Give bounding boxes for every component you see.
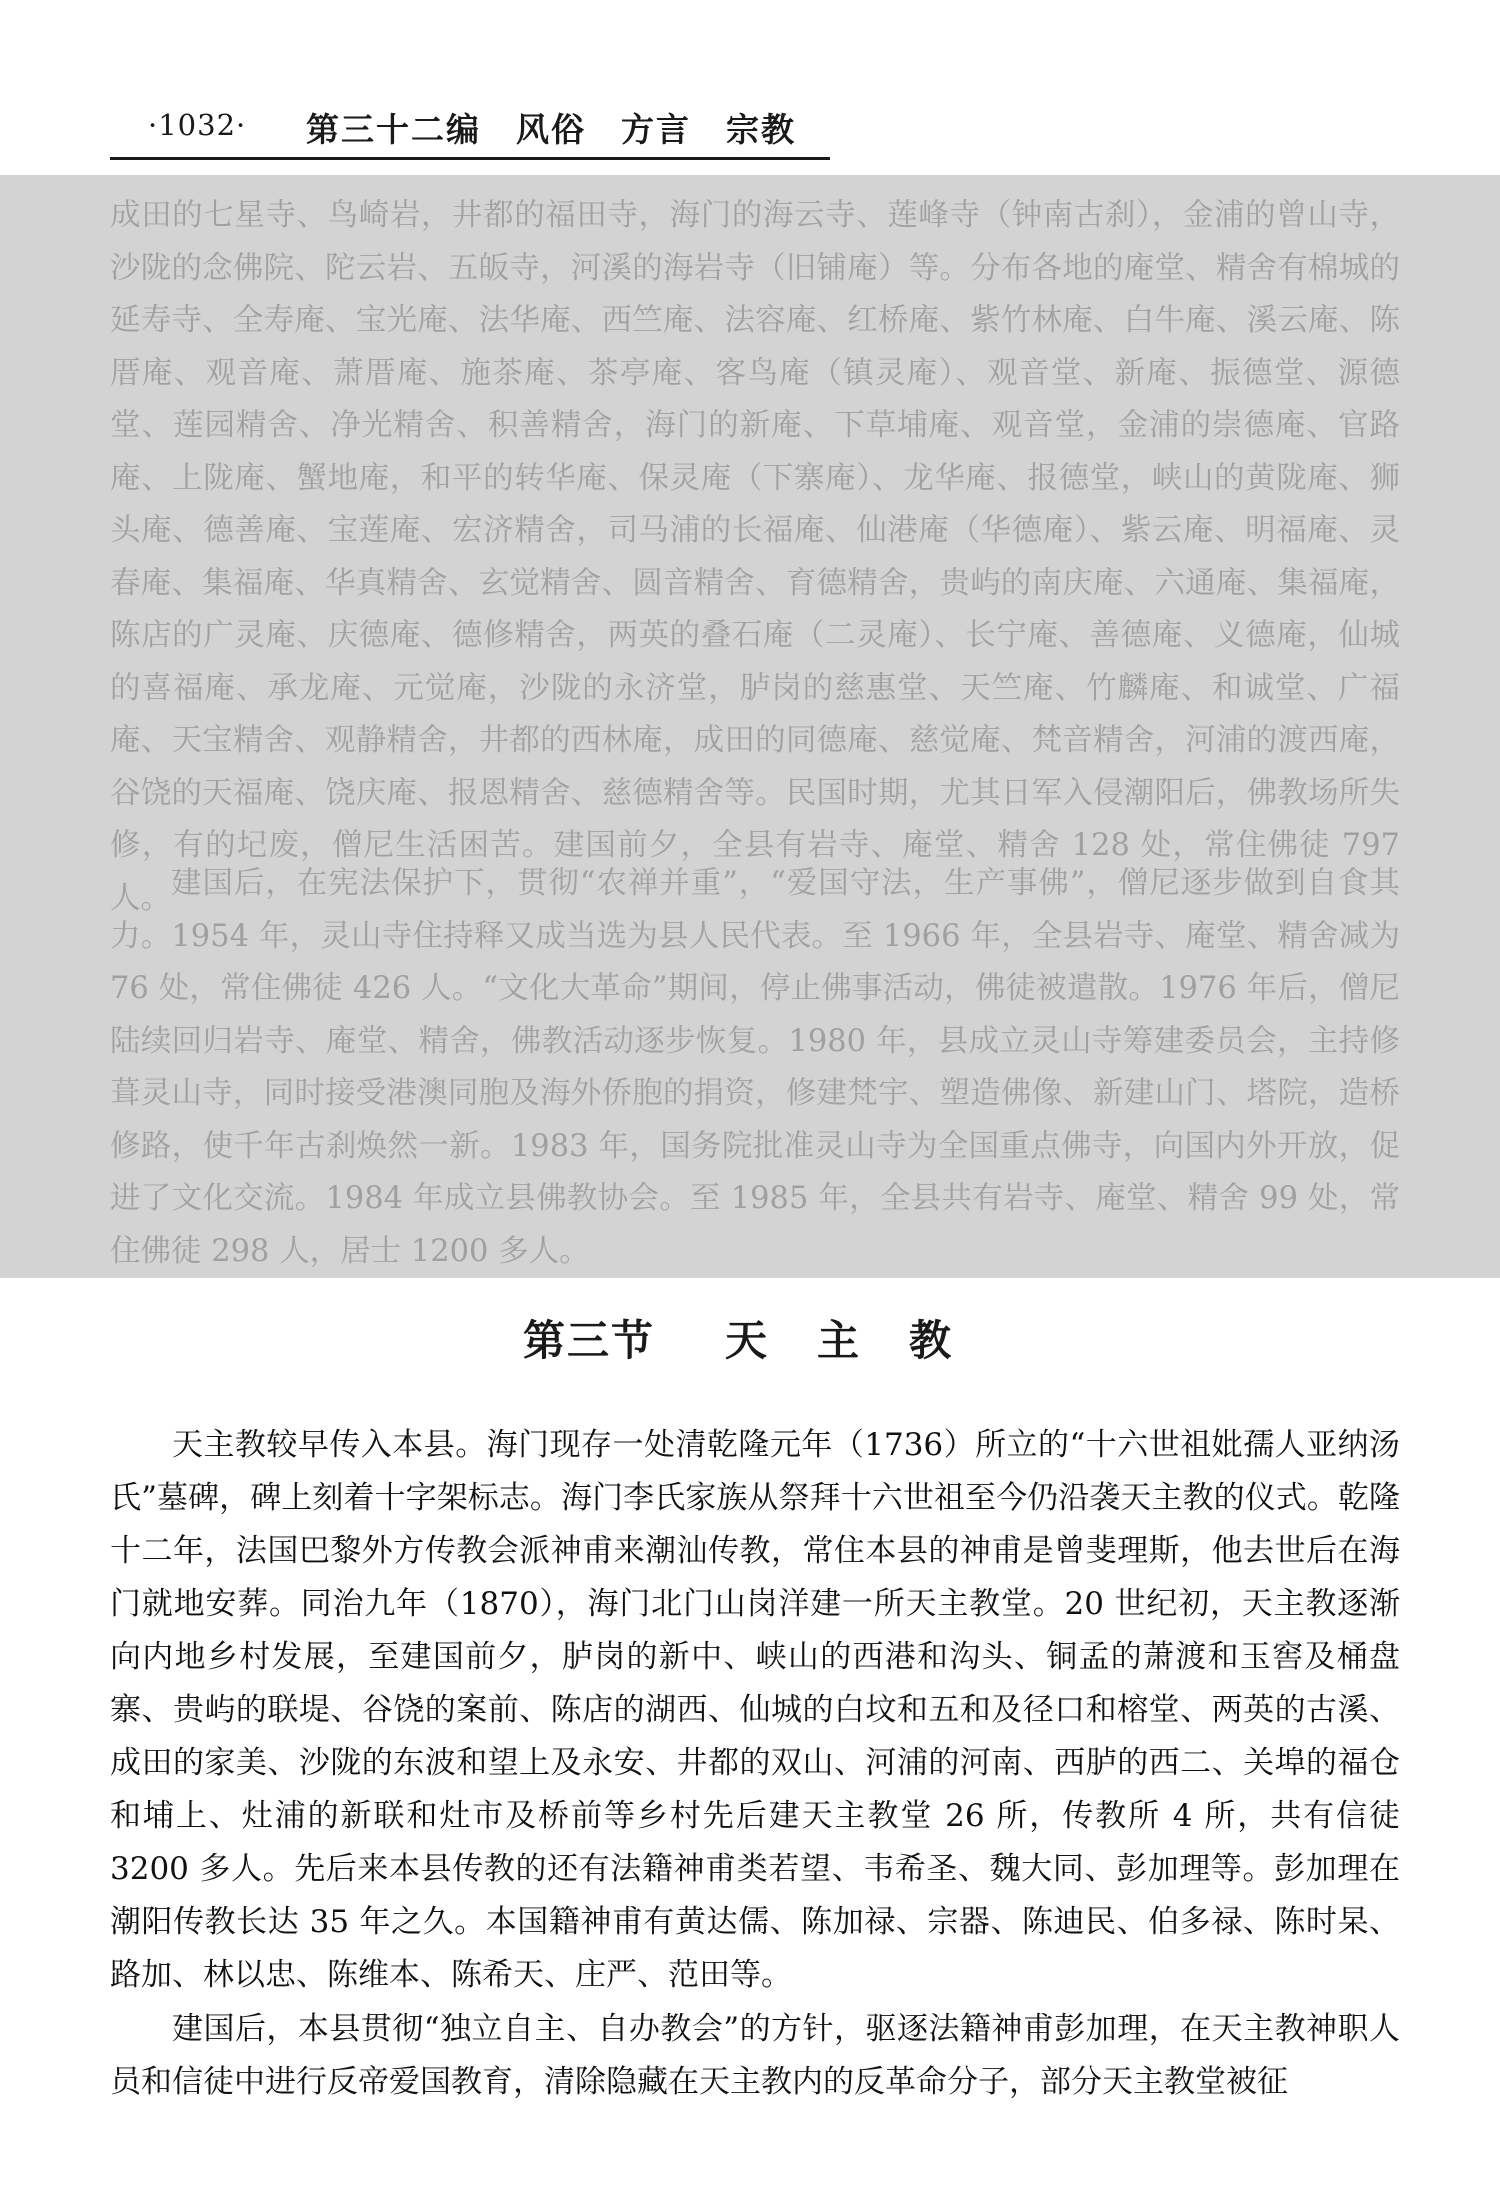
body-paragraph: 建国后，本县贯彻“独立自主、自办教会”的方针，驱逐法籍神甫彭加理，在天主教神职人员和信徒中进行反帝爱国教育，清除隐藏在天主教内的反革命分子，部分天主教堂被征 [110,2011,1400,2100]
body-paragraph: 天主教较早传入本县。海门现存一处清乾隆元年（1736）所立的“十六世祖妣孺人亚纳汤氏”墓碑，碑上刻着十字架标志。海门李氏家族从祭拜十六世祖至今仍沿袭天主教的仪式。乾隆十二年，法国巴黎外方传教会派神甫来潮汕传教，常住本县的神甫是曾斐理斯，他去世后在海门就地安葬。同治九年（1870），海门北门山岗洋建一所天主教堂。20 世纪初，天主教逐渐向内地乡村发展，至建国前夕，胪岗的新中、峡山的西港和沟头、铜孟的萧渡和玉窖及桶盘寨、贵屿的联堤、谷饶的案前、陈店的湖西、仙城的白坟和五和及径口和榕堂、两英的古溪、成田的家美、沙陇的东波和望上及永安、井都的双山、河浦的河南、西胪的西二、关埠的福仓和埔上、灶浦的新联和灶市及桥前等乡村先后建天主教堂 26 所，传教所 4 所，共有信徒 3200 多人。先后来本县传教的还有法籍神甫类若望、韦希圣、魏大同、彭加理等。彭加理在潮阳传教长达 35 年之久。本国籍神甫有黄达儒、陈加禄、宗器、陈迪民、伯多禄、陈时杲、路加、林以忠、陈维本、陈希天、庄严、范田等。 [110,1427,1400,1993]
section-title-char: 主 [817,1316,862,1365]
section-number: 第三节 [522,1316,655,1365]
page-header [110,104,830,164]
shaded-paragraph: 成田的七星寺、鸟崎岩，井都的福田寺，海门的海云寺、莲峰寺（钟南古刹），金浦的曾山寺，沙陇的念佛院、陀云岩、五皈寺，河溪的海岩寺（旧铺庵）等。分布各地的庵堂、精舍有棉城的延寿寺、全寿庵、宝光庵、法华庵、西竺庵、法容庵、红桥庵、紫竹林庵、白牛庵、溪云庵、陈厝庵、观音庵、萧厝庵、施茶庵、茶亭庵、客鸟庵（镇灵庵）、观音堂、新庵、振德堂、源德堂、莲园精舍、净光精舍、积善精舍，海门的新庵、下草埔庵、观音堂，金浦的崇德庵、官路庵、上陇庵、蟹地庵，和平的转华庵、保灵庵（下寨庵）、龙华庵、报德堂，峡山的黄陇庵、狮头庵、德善庵、宝莲庵、宏济精舍，司马浦的长福庵、仙港庵（华德庵）、紫云庵、明福庵、灵春庵、集福庵、华真精舍、玄觉精舍、圆音精舍、育德精舍，贵屿的南庆庵、六通庵、集福庵，陈店的广灵庵、庆德庵、德修精舍，两英的叠石庵（二灵庵）、长宁庵、善德庵、义德庵，仙城的喜福庵、承龙庵、元觉庵，沙陇的永济堂，胪岗的慈惠堂、天竺庵、竹麟庵、和诚堂、广福庵、天宝精舍、观静精舍，井都的西林庵，成田的同德庵、慈觉庵、梵音精舍，河浦的渡西庵，谷饶的天福庵、饶庆庵、报恩精舍、慈德精舍等。民国时期，尤其日军入侵潮阳后，佛教场所失修，有的圮废，僧尼生活困苦。建国前夕，全县有岩寺、庵堂、精舍 128 处，常住佛徒 797 人。 [110,198,1400,916]
running-title: 第三十二编 风俗 方言 宗教 [306,110,796,149]
section-title-char: 天 [724,1316,769,1365]
header-rule [110,157,830,160]
page-number: ·1032· [148,108,247,142]
shaded-text-block [0,175,1500,1278]
section-title [0,1308,1500,1368]
section-title-char: 教 [909,1316,954,1365]
shaded-paragraph: 建国后，在宪法保护下，贯彻“农禅并重”，“爱国守法，生产事佛”，僧尼逐步做到自食其力。1954 年，灵山寺住持释又成当选为县人民代表。至 1966 年，全县岩寺、庵堂、精舍减为 76 处，常住佛徒 426 人。“文化大革命”期间，停止佛事活动，佛徒被遣散。1976 年后，僧尼陆续回归岩寺、庵堂、精舍，佛教活动逐步恢复。1980 年，县成立灵山寺筹建委员会，主持修葺灵山寺，同时接受港澳同胞及海外侨胞的捐资，修建梵宇、塑造佛像、新建山门、塔院，造桥修路，使千年古刹焕然一新。1983 年，国务院批准灵山寺为全国重点佛寺，向国内外开放，促进了文化交流。1984 年成立县佛教协会。至 1985 年，全县共有岩寺、庵堂、精舍 99 处，常住佛徒 298 人，居士 1200 多人。 [110,866,1400,1269]
